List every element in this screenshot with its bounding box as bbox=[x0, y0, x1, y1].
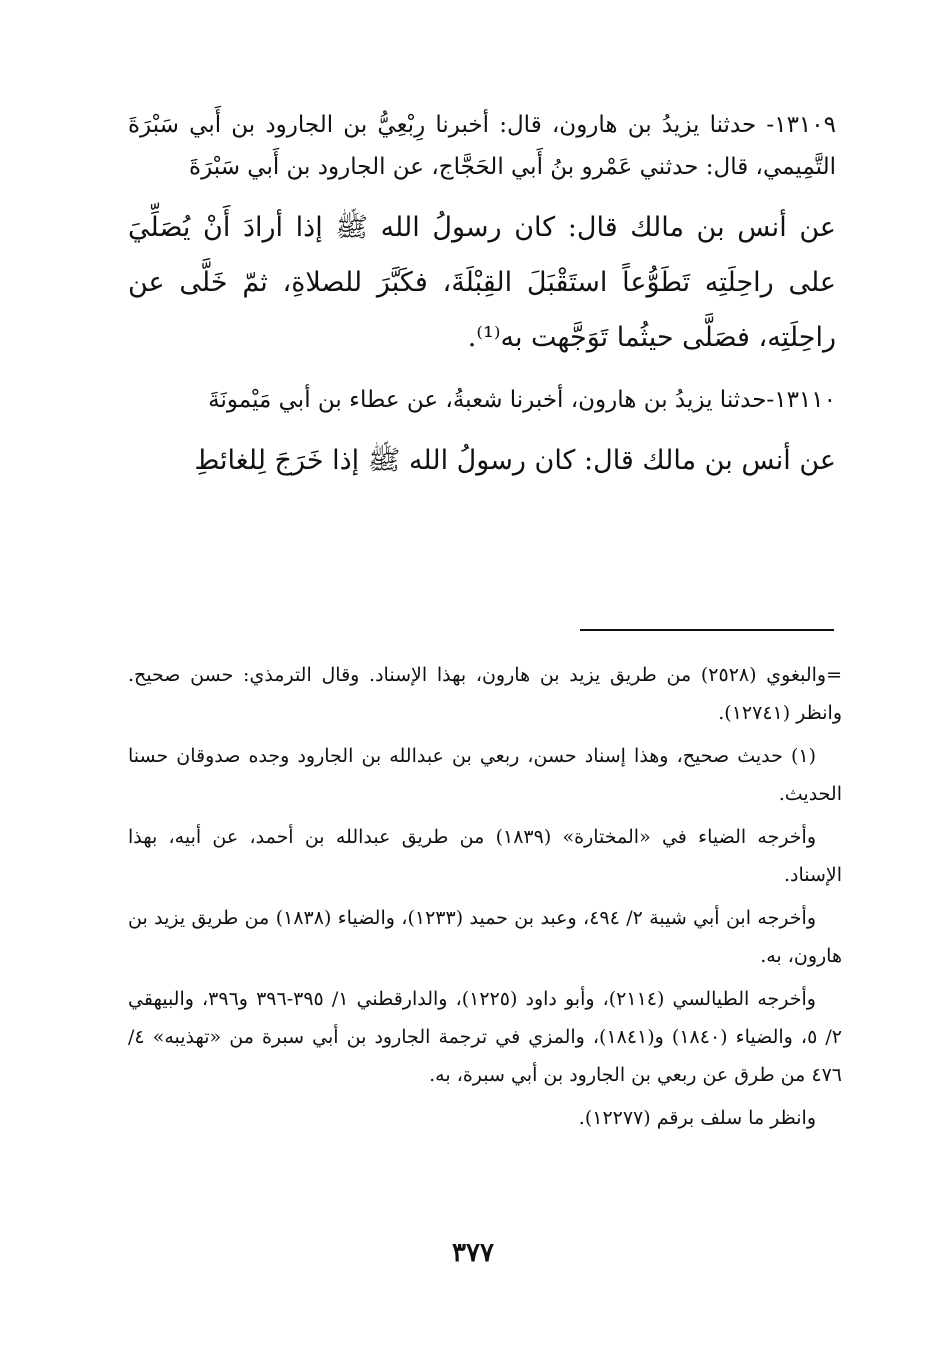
footnote-1: (١) حديث صحيح، وهذا إسناد حسن، ربعي بن عبدالله بن الجارود وجده صدوقان حسنا الحديث. bbox=[128, 745, 842, 805]
footnote-paragraph: وأخرجه الضياء في «المختارة» (١٨٣٩) من طريق عبدالله بن أحمد، عن أبيه، بهذا الإسناد. bbox=[128, 826, 842, 886]
main-text bbox=[128, 104, 836, 502]
footnote-paragraph: وأخرجه الطيالسي (٢١١٤)، وأبو داود (١٢٢٥)، والدارقطني ١/ ٣٩٥-٣٩٦ و٣٩٦، والبيهقي ٢/ ٥، والضياء (١٨٤٠) و(١٨٤١)، والمزي في ترجمة الجارود بن أبي سبرة من «تهذيبه» ٤/ ٤٧٦ من طرق عن ربعي بن الجارود بن أبي سبرة، به. bbox=[128, 988, 842, 1086]
hadith-13110-isnad: ١٣١١٠-حدثنا يزيدُ بن هارون، أخبرنا شعبةُ، عن عطاء بن أبي مَيْمونَةَ bbox=[208, 387, 836, 413]
hadith-13109-isnad: ١٣١٠٩- حدثنا يزيدُ بن هارون، قال: أخبرنا رِبْعِيُّ بن الجارود بن أَبي سَبْرَةَ التَّمِيمي، قال: حدثني عَمْرو بنُ أَبي الحَجَّاج، عن الجارود بن أَبي سَبْرَةَ bbox=[128, 112, 836, 180]
footnote-paragraph: وأخرجه ابن أبي شيبة ٢/ ٤٩٤، وعبد بن حميد (١٢٣٣)، والضياء (١٨٣٨) من طريق يزيد بن هارون، به. bbox=[128, 907, 842, 967]
hadith-13109-matn: عن أنس بن مالك قال: كان رسولُ الله ﷺ إذا أرادَ أَنْ يُصَلِّيَ على راحِلَتِه تَطَوُّعاً استَقْبَلَ القِبْلَةَ، فكَبَّرَ للصلاةِ، ثمّ خَلَّى عن راحِلَتِه، فصَلَّى حيثُما تَوَجَّهت به⁽¹⁾. bbox=[128, 212, 836, 353]
footnote-separator bbox=[580, 629, 834, 631]
footnote-paragraph: وانظر ما سلف برقم (١٢٢٧٧). bbox=[578, 1107, 816, 1129]
footnotes bbox=[128, 656, 842, 1142]
footnote-continuation: =والبغوي (٢٥٢٨) من طريق يزيد بن هارون، بهذا الإسناد. وقال الترمذي: حسن صحيح. وانظر (١٢٧٤١). bbox=[128, 664, 843, 724]
page-number: ٣٧٧ bbox=[452, 1238, 494, 1268]
hadith-13110-matn: عن أنس بن مالك قال: كان رسولُ الله ﷺ إذا خَرَجَ لِلغائطِ bbox=[194, 445, 836, 476]
